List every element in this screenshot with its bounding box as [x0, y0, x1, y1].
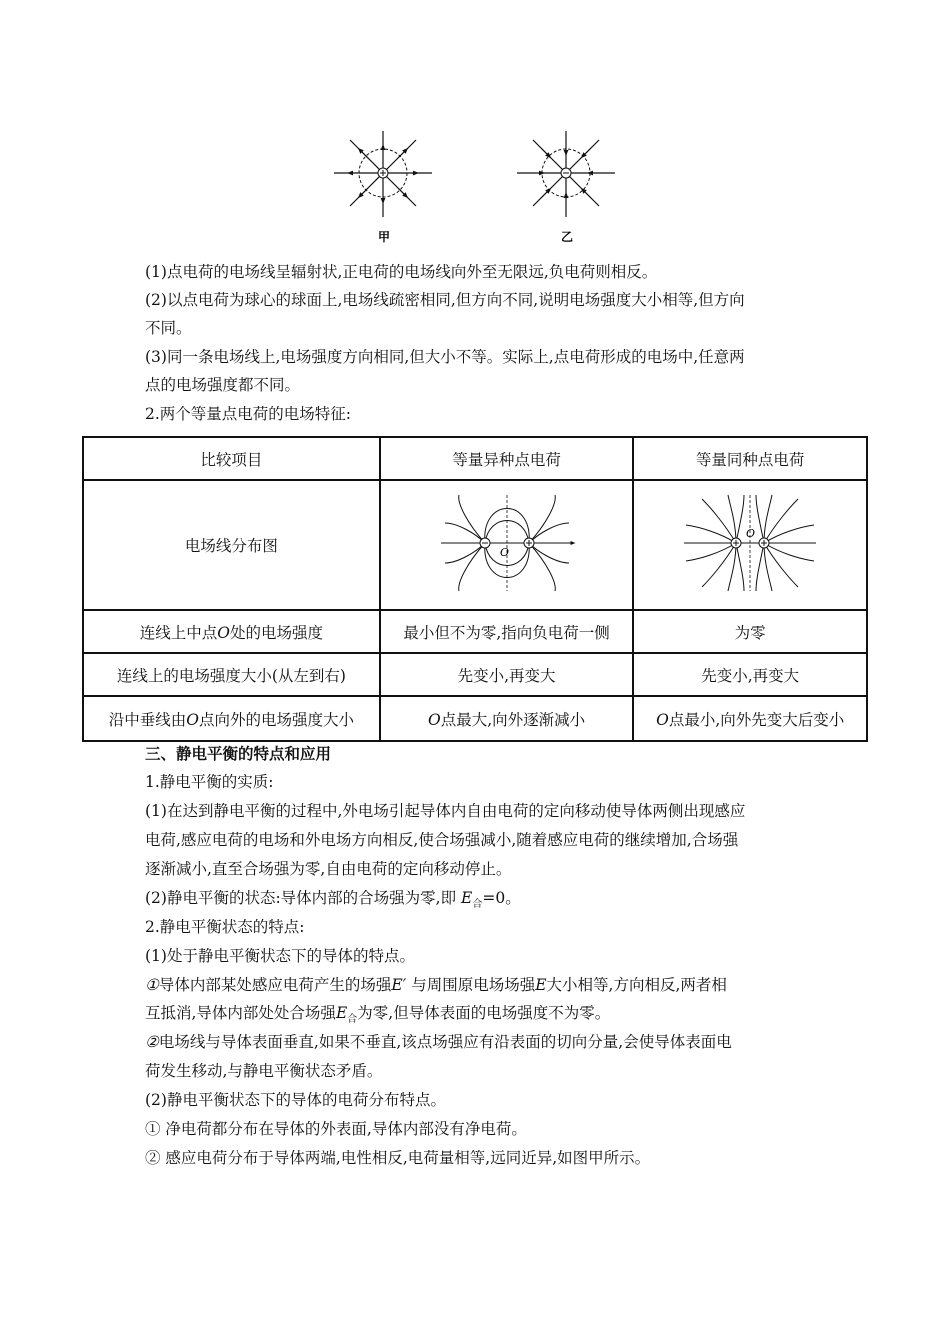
table-cell: 为零 — [633, 610, 867, 653]
s3-2-1-a-line-1: ①导体内部某处感应电荷产生的场强E′ 与周围原电场场强E大小相等,方向相反,两者相 — [145, 976, 727, 994]
table-cell: O点最小,向外先变大后变小 — [633, 696, 867, 741]
paragraph-2-line-2: 不同。 — [145, 319, 192, 337]
table-header: 等量异种点电荷 — [380, 437, 634, 480]
s3-2-2-b: ② 感应电荷分布于导体两端,电性相反,电荷量相等,远同近异,如图甲所示。 — [145, 1149, 651, 1167]
table-cell: 最小但不为零,指向负电荷一侧 — [380, 610, 634, 653]
paragraph-1: (1)点电荷的电场线呈辐射状,正电荷的电场线向外至无限远,负电荷则相反。 — [145, 263, 658, 281]
table-cell — [633, 480, 867, 610]
s3-2-heading: 2.静电平衡状态的特点: — [145, 918, 305, 936]
s3-2-1-b-line-2: 荷发生移动,与静电平衡状态矛盾。 — [145, 1062, 383, 1080]
paragraph-3-line-2: 点的电场强度都不同。 — [145, 376, 301, 394]
table-header: 比较项目 — [83, 437, 380, 480]
figure-label-jia: 甲 — [378, 230, 391, 244]
s3-1-2: (2)静电平衡的状态:导体内部的合场强为零,即 $E_合=0$。 — [145, 889, 521, 911]
table-header-row — [83, 437, 867, 480]
table-cell: 先变小,再变大 — [633, 653, 867, 696]
s3-2-2-heading: (2)静电平衡状态下的导体的电荷分布特点。 — [145, 1091, 446, 1109]
figure-label-yi: 乙 — [561, 230, 574, 244]
comparison-table — [82, 436, 868, 742]
table-row — [83, 653, 867, 696]
s3-1-1-line-2: 电荷,感应电荷的电场和外电场方向相反,使合场强减小,随着感应电荷的继续增加,合场强 — [145, 831, 739, 849]
s3-2-1-a-line-2: 互抵消,导体内部处处合场强$E_合$为零,但导体表面的电场强度不为零。 — [145, 1004, 611, 1026]
table-cell: 电场线分布图 — [83, 480, 380, 610]
table-row — [83, 610, 867, 653]
point-charge-field-figure — [320, 125, 620, 250]
table-cell: O点最大,向外逐渐减小 — [380, 696, 634, 741]
s3-2-1-heading: (1)处于静电平衡状态下的导体的特点。 — [145, 947, 415, 965]
table-cell: 先变小,再变大 — [380, 653, 634, 696]
s3-1-1-line-3: 逐渐减小,直至合场强为零,自由电荷的定向移动停止。 — [145, 860, 512, 878]
s3-2-1-b-line-1: ②电场线与导体表面垂直,如果不垂直,该点场强应有沿表面的切向分量,会使导体表面电 — [145, 1033, 732, 1051]
table-cell: 连线上的电场强度大小(从左到右) — [83, 653, 380, 696]
paragraph-3-line-1: (3)同一条电场线上,电场强度方向相同,但大小不等。实际上,点电荷形成的电场中,任意两 — [145, 348, 745, 366]
negative-charge-diagram — [517, 131, 615, 244]
paragraph-2-line-1: (2)以点电荷为球心的球面上,电场线疏密相同,但方向不同,说明电场强度大小相等,但方向 — [145, 291, 745, 309]
diagram-point-o: O — [499, 546, 509, 559]
section-3-title: 三、静电平衡的特点和应用 — [145, 744, 332, 763]
like-charges-field-diagram — [680, 493, 820, 593]
table-cell — [380, 480, 634, 610]
table-header: 等量同种点电荷 — [633, 437, 867, 480]
paragraph-4: 2.两个等量点电荷的电场特征: — [145, 405, 352, 423]
s3-2-2-a: ① 净电荷都分布在导体的外表面,导体内部没有净电荷。 — [145, 1120, 527, 1138]
positive-charge-diagram — [334, 131, 432, 244]
table-cell: 连线上中点O处的电场强度 — [83, 610, 380, 653]
table-row — [83, 696, 867, 741]
table-cell: 沿中垂线由O点向外的电场强度大小 — [83, 696, 380, 741]
s3-1-1-line-1: (1)在达到静电平衡的过程中,外电场引起导体内自由电荷的定向移动使导体两侧出现感应 — [145, 802, 746, 820]
opposite-charges-field-diagram — [437, 493, 577, 593]
s3-1-heading: 1.静电平衡的实质: — [145, 773, 274, 791]
diagram-point-o: O — [746, 527, 756, 540]
table-row — [83, 480, 867, 610]
